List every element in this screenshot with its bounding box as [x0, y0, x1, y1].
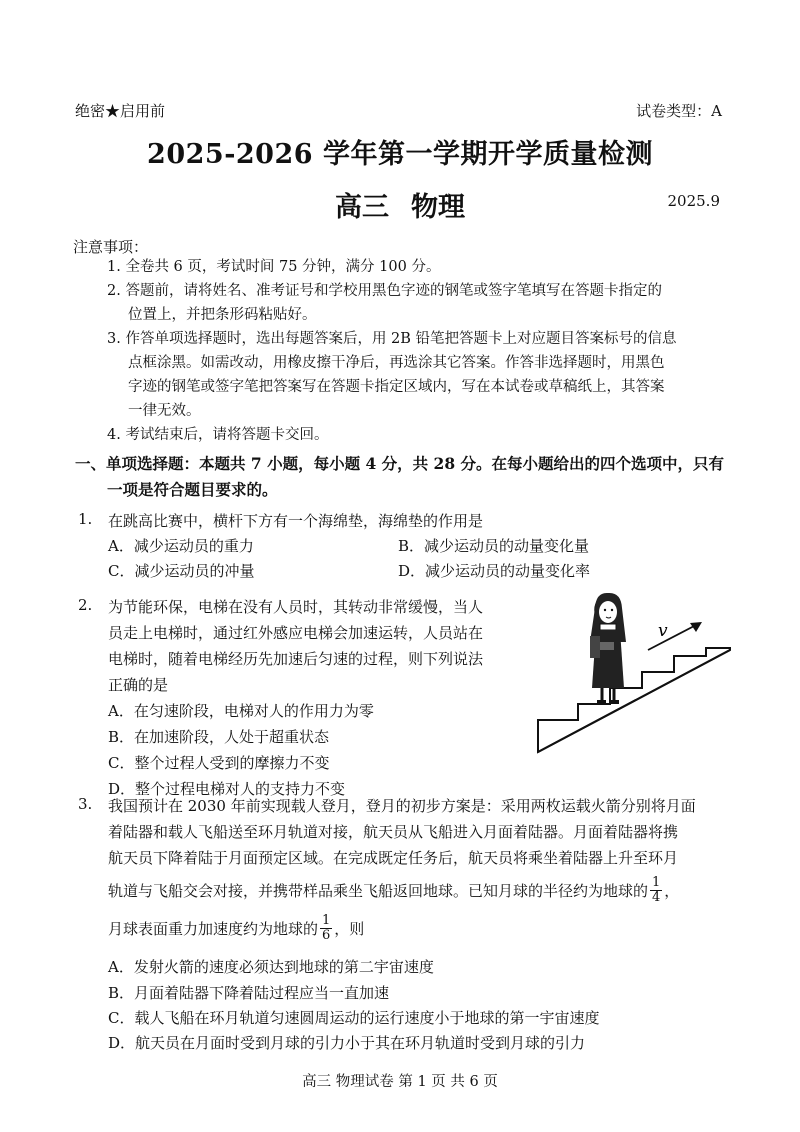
option-c: C．减少运动员的冲量 [108, 562, 255, 580]
fraction-numerator: 1 [322, 912, 331, 928]
fraction-one-quarter [650, 876, 662, 905]
notice-line: 点框涂黑。如需改动，用橡皮擦干净后，再选涂其它答案。作答非选择题时，用黑色 [128, 355, 665, 371]
paper-type-label: 试卷类型：A [636, 102, 722, 120]
notice-line: 1. 全卷共 6 页，考试时间 75 分钟，满分 100 分。 [107, 259, 441, 275]
question-stem-line: 员走上电梯时，通过红外感应电梯会加速运转，人员站在 [108, 624, 484, 642]
option-c: C．整个过程人受到的摩擦力不变 [108, 754, 330, 772]
option-b: B．在加速阶段，人处于超重状态 [108, 728, 330, 746]
fraction-one-sixth [320, 914, 332, 943]
option-b: B．减少运动员的动量变化量 [398, 537, 590, 555]
subject-label: 物理 [411, 192, 465, 223]
section-heading: 一、单项选择题：本题共 7 小题，每小题 4 分，共 28 分。在每小题给出的四个选项中，只有 [75, 454, 725, 473]
fraction-numerator: 1 [652, 874, 661, 890]
notice-line: 字迹的钢笔或签字笔把答案写在答题卡指定区域内，写在本试卷或草稿纸上，其答案 [128, 379, 665, 395]
notice-heading: 注意事项： [73, 238, 149, 256]
stem-text: ，则 [334, 919, 365, 938]
option-a: A．发射火箭的速度必须达到地球的第二宇宙速度 [108, 958, 434, 976]
question-stem-line: 着陆器和载人飞船送至环月轨道对接，航天员从飞船进入月面着陆器。月面着陆器将携 [108, 823, 679, 841]
fraction-denominator: 6 [322, 927, 331, 943]
exam-date: 2025.9 [667, 192, 720, 210]
question-stem-line: 我国预计在 2030 年前实现载人登月，登月的初步方案是：采用两枚运载火箭分别将月面 [108, 797, 696, 815]
grade-label: 高三 [335, 192, 389, 223]
option-b: B．月面着陆器下降着陆过程应当一直加速 [108, 984, 390, 1002]
velocity-arrow [648, 624, 698, 650]
page-footer: 高三 物理试卷 第 1 页 共 6 页 [302, 1074, 498, 1090]
option-a: A．减少运动员的重力 [108, 537, 254, 555]
stem-text: 月球表面重力加速度约为地球的 [108, 919, 319, 938]
question-stem-line [108, 872, 679, 908]
option-d: D．减少运动员的动量变化率 [398, 562, 591, 580]
question-number: 3. [78, 795, 93, 813]
question-stem-line: 电梯时，随着电梯经历先加速后匀速的过程，则下列说法 [108, 650, 484, 668]
stem-text: 轨道与飞船交会对接，并携带样品乘坐飞船返回地球。已知月球的半径约为地球的 [108, 881, 649, 900]
option-d: D．整个过程电梯对人的支持力不变 [108, 780, 346, 798]
fraction-denominator: 4 [652, 889, 661, 905]
girl-figure [590, 593, 626, 704]
option-a: A．在匀速阶段，电梯对人的作用力为零 [108, 702, 374, 720]
question-number: 1. [78, 510, 93, 528]
confidential-label: 绝密★启用前 [75, 102, 166, 120]
notice-line: 2. 答题前，请将姓名、准考证号和学校用黑色字迹的钢笔或签字笔填写在答题卡指定的 [107, 283, 662, 299]
question-stem-line [108, 910, 364, 946]
stem-text: ， [664, 881, 680, 900]
notice-line: 位置上，并把条形码粘贴好。 [128, 307, 317, 323]
option-d: D．航天员在月面时受到月球的引力小于其在环月轨道时受到月球的引力 [108, 1034, 586, 1052]
notice-line: 4. 考试结束后，请将答题卡交回。 [107, 427, 329, 443]
notice-line: 3. 作答单项选择题时，选出每题答案后，用 2B 铅笔把答题卡上对应题目答案标号的信息 [107, 331, 677, 347]
question-stem-line: 为节能环保，电梯在没有人员时，其转动非常缓慢，当人 [108, 598, 484, 616]
question-stem: 在跳高比赛中，横杆下方有一个海绵垫，海绵垫的作用是 [108, 512, 484, 530]
question-stem-line: 正确的是 [108, 676, 169, 694]
notice-line: 一律无效。 [128, 403, 201, 419]
question-number: 2. [78, 596, 93, 614]
exam-title: 2025-2026 学年第一学期开学质量检测 [147, 139, 653, 170]
velocity-label: v [658, 621, 668, 641]
escalator-figure [530, 590, 745, 760]
option-c: C．载人飞船在环月轨道匀速圆周运动的运行速度小于地球的第一宇宙速度 [108, 1009, 600, 1027]
question-stem-line: 航天员下降着陆于月面预定区域。在完成既定任务后，航天员将乘坐着陆器上升至环月 [108, 849, 679, 867]
section-heading-cont: 一项是符合题目要求的。 [107, 480, 278, 499]
